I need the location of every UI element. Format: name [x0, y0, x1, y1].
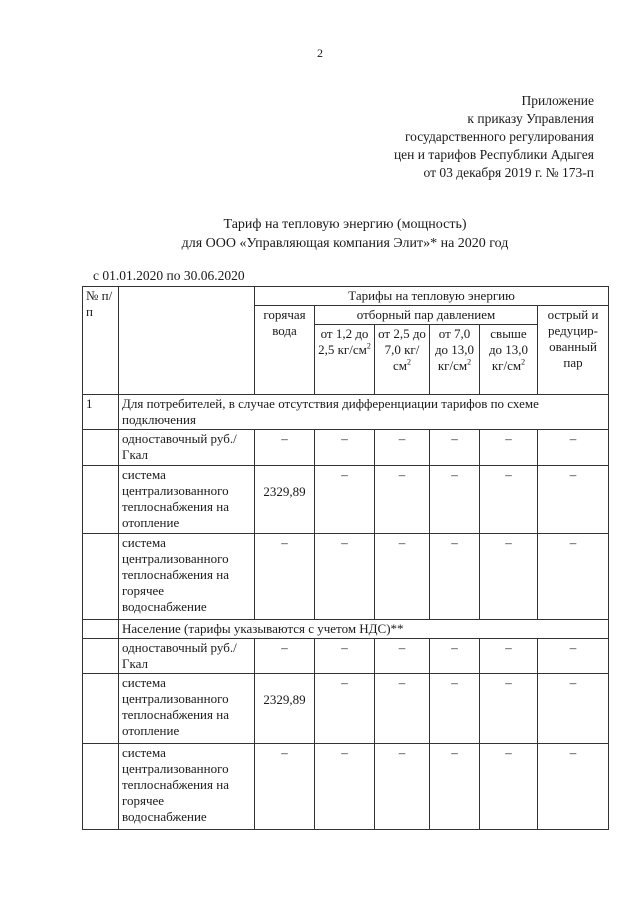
cell-pressure-1: – [315, 639, 375, 674]
table-row [83, 534, 609, 620]
header-num: № п/п [83, 287, 119, 395]
title-line: Тариф на тепловую энергию (мощность) [223, 217, 467, 232]
row-label: одноставочный руб./Гкал [119, 430, 255, 466]
header-pressure-3: от 7,0 до 13,0 $кг/см^2$ [430, 325, 480, 395]
cell-pressure-4: – [480, 466, 538, 534]
header-pressure-2: от 2,5 до 7,0 $кг/см^2$ [375, 325, 430, 395]
section-num: 1 [83, 395, 119, 430]
title-line: для ООО «Управляющая компания Элит»* на 2020 год [181, 236, 509, 251]
cell-hot-water: 2329,89 [255, 466, 315, 534]
section-label: Население (тарифы указываются с учетом НДС)** [119, 620, 609, 639]
header-empty [119, 287, 255, 395]
cell-sharp-steam: – [538, 430, 609, 466]
cell-pressure-3: – [430, 534, 480, 620]
row-num [83, 639, 119, 674]
cell-sharp-steam: – [538, 744, 609, 830]
section-num [83, 620, 119, 639]
cell-pressure-2: – [375, 674, 430, 744]
cell-pressure-2: – [375, 639, 430, 674]
table-row [83, 674, 609, 744]
table-row [83, 744, 609, 830]
row-num [83, 744, 119, 830]
cell-hot-water: – [255, 744, 315, 830]
period-label: с 01.01.2020 по 30.06.2020 [93, 268, 245, 283]
appendix-line: от 03 декабря 2019 г. № 173-п [423, 165, 594, 180]
cell-pressure-3: – [430, 674, 480, 744]
row-num [83, 430, 119, 466]
row-num [83, 466, 119, 534]
cell-pressure-1: – [315, 744, 375, 830]
header-pressure-4: свыше до 13,0 $кг/см^2$ [480, 325, 538, 395]
cell-pressure-1: – [315, 534, 375, 620]
cell-pressure-3: – [430, 466, 480, 534]
tariff-table [82, 286, 609, 830]
cell-hot-water: 2329,89 [255, 674, 315, 744]
cell-pressure-3: – [430, 639, 480, 674]
cell-pressure-1: – [315, 674, 375, 744]
header-pressure-1: от 1,2 до 2,5 $кг/см^2$ [315, 325, 375, 395]
appendix-line: Приложение [521, 93, 594, 108]
cell-hot-water: – [255, 534, 315, 620]
header-tariffs: Тарифы на тепловую энергию [255, 287, 609, 306]
header-steam-group: отборный пар давлением [315, 306, 538, 325]
table-row [83, 430, 609, 466]
row-label: система централизованного теплоснабжения на отопление [119, 466, 255, 534]
cell-hot-water: – [255, 639, 315, 674]
cell-sharp-steam: – [538, 639, 609, 674]
row-label: одноставочный руб./Гкал [119, 639, 255, 674]
cell-hot-water: – [255, 430, 315, 466]
document-title [0, 215, 640, 253]
cell-pressure-4: – [480, 534, 538, 620]
cell-pressure-4: – [480, 430, 538, 466]
cell-sharp-steam: – [538, 534, 609, 620]
appendix-line: цен и тарифов Республики Адыгея [393, 147, 594, 162]
appendix-line: государственного регулирования [404, 129, 594, 144]
cell-pressure-2: – [375, 534, 430, 620]
cell-pressure-2: – [375, 744, 430, 830]
row-num [83, 534, 119, 620]
section-label: Для потребителей, в случае отсутствия дифференциации тарифов по схеме подключения [119, 395, 609, 430]
cell-pressure-1: – [315, 466, 375, 534]
row-label: система централизованного теплоснабжения на горячее водоснабжение [119, 744, 255, 830]
cell-pressure-3: – [430, 744, 480, 830]
cell-sharp-steam: – [538, 466, 609, 534]
table-row [83, 466, 609, 534]
header-sharp-steam: острый и редуцир-ованный пар [538, 306, 609, 395]
cell-pressure-1: – [315, 430, 375, 466]
header-hot-water: горячая вода [255, 306, 315, 395]
cell-pressure-4: – [480, 744, 538, 830]
row-label: система централизованного теплоснабжения на горячее водоснабжение [119, 534, 255, 620]
appendix-line: к приказу Управления [467, 111, 594, 126]
cell-pressure-4: – [480, 639, 538, 674]
table-row [83, 639, 609, 674]
row-num [83, 674, 119, 744]
row-label: система централизованного теплоснабжения на отопление [119, 674, 255, 744]
page-number: 2 [317, 46, 323, 60]
cell-pressure-3: – [430, 430, 480, 466]
cell-pressure-4: – [480, 674, 538, 744]
cell-sharp-steam: – [538, 674, 609, 744]
appendix-block [394, 92, 594, 182]
cell-pressure-2: – [375, 466, 430, 534]
cell-pressure-2: – [375, 430, 430, 466]
